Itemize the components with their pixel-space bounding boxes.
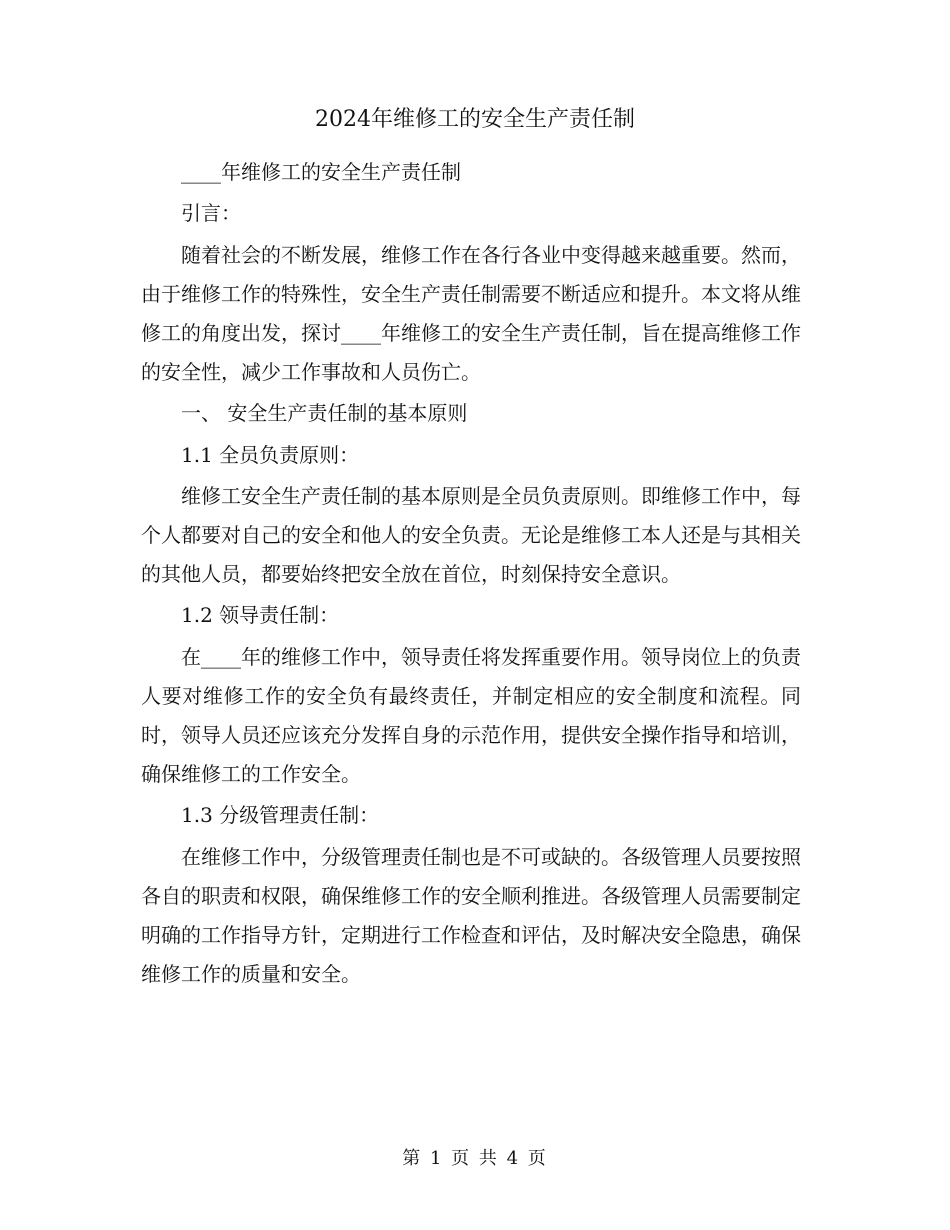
paragraph-1-1: 维修工安全生产责任制的基本原则是全员负责原则。即维修工作中，每个人都要对自己的安全和他人的安全负责。无论是维修工本人还是与其相关的其他人员，都要始终把安全放在首位，时刻保持安全意识。 bbox=[141, 483, 801, 586]
subsection-heading-1-1: 1.1 全员负责原则： bbox=[181, 442, 360, 467]
intro-heading: 引言： bbox=[181, 201, 241, 226]
paragraph-1-2: 在____年的维修工作中，领导责任将发挥重要作用。领导岗位上的负责人要对维修工作的安全负有最终责任，并制定相应的安全制度和流程。同时，领导人员还应该充分发挥自身的示范作用，提供安全操作指导和培训，确保维修工的工作安全。 bbox=[141, 644, 801, 786]
page-footer: 第 1 页 共 4 页 bbox=[402, 1148, 548, 1169]
paragraph-1-3: 在维修工作中，分级管理责任制也是不可或缺的。各级管理人员要按照各自的职责和权限，确保维修工作的安全顺利推进。各级管理人员需要制定明确的工作指导方针，定期进行工作检查和评估，及时解决安全隐患，确保维修工作的质量和安全。 bbox=[141, 844, 801, 986]
intro-paragraph: 随着社会的不断发展，维修工作在各行各业中变得越来越重要。然而，由于维修工作的特殊性，安全生产责任制需要不断适应和提升。本文将从维修工的角度出发，探讨____年维修工的安全生产责任制，旨在提高维修工作的安全性，减少工作事故和人员伤亡。 bbox=[141, 242, 801, 384]
document-body bbox=[141, 153, 801, 996]
document-title: 2024年维修工的安全生产责任制 bbox=[315, 107, 635, 132]
subtitle-paragraph: ____年维修工的安全生产责任制 bbox=[181, 160, 461, 184]
subsection-heading-1-2: 1.2 领导责任制： bbox=[181, 603, 340, 628]
section-heading-principles: 一、 安全生产责任制的基本原则 bbox=[181, 401, 468, 426]
subsection-heading-1-3: 1.3 分级管理责任制： bbox=[181, 803, 380, 828]
